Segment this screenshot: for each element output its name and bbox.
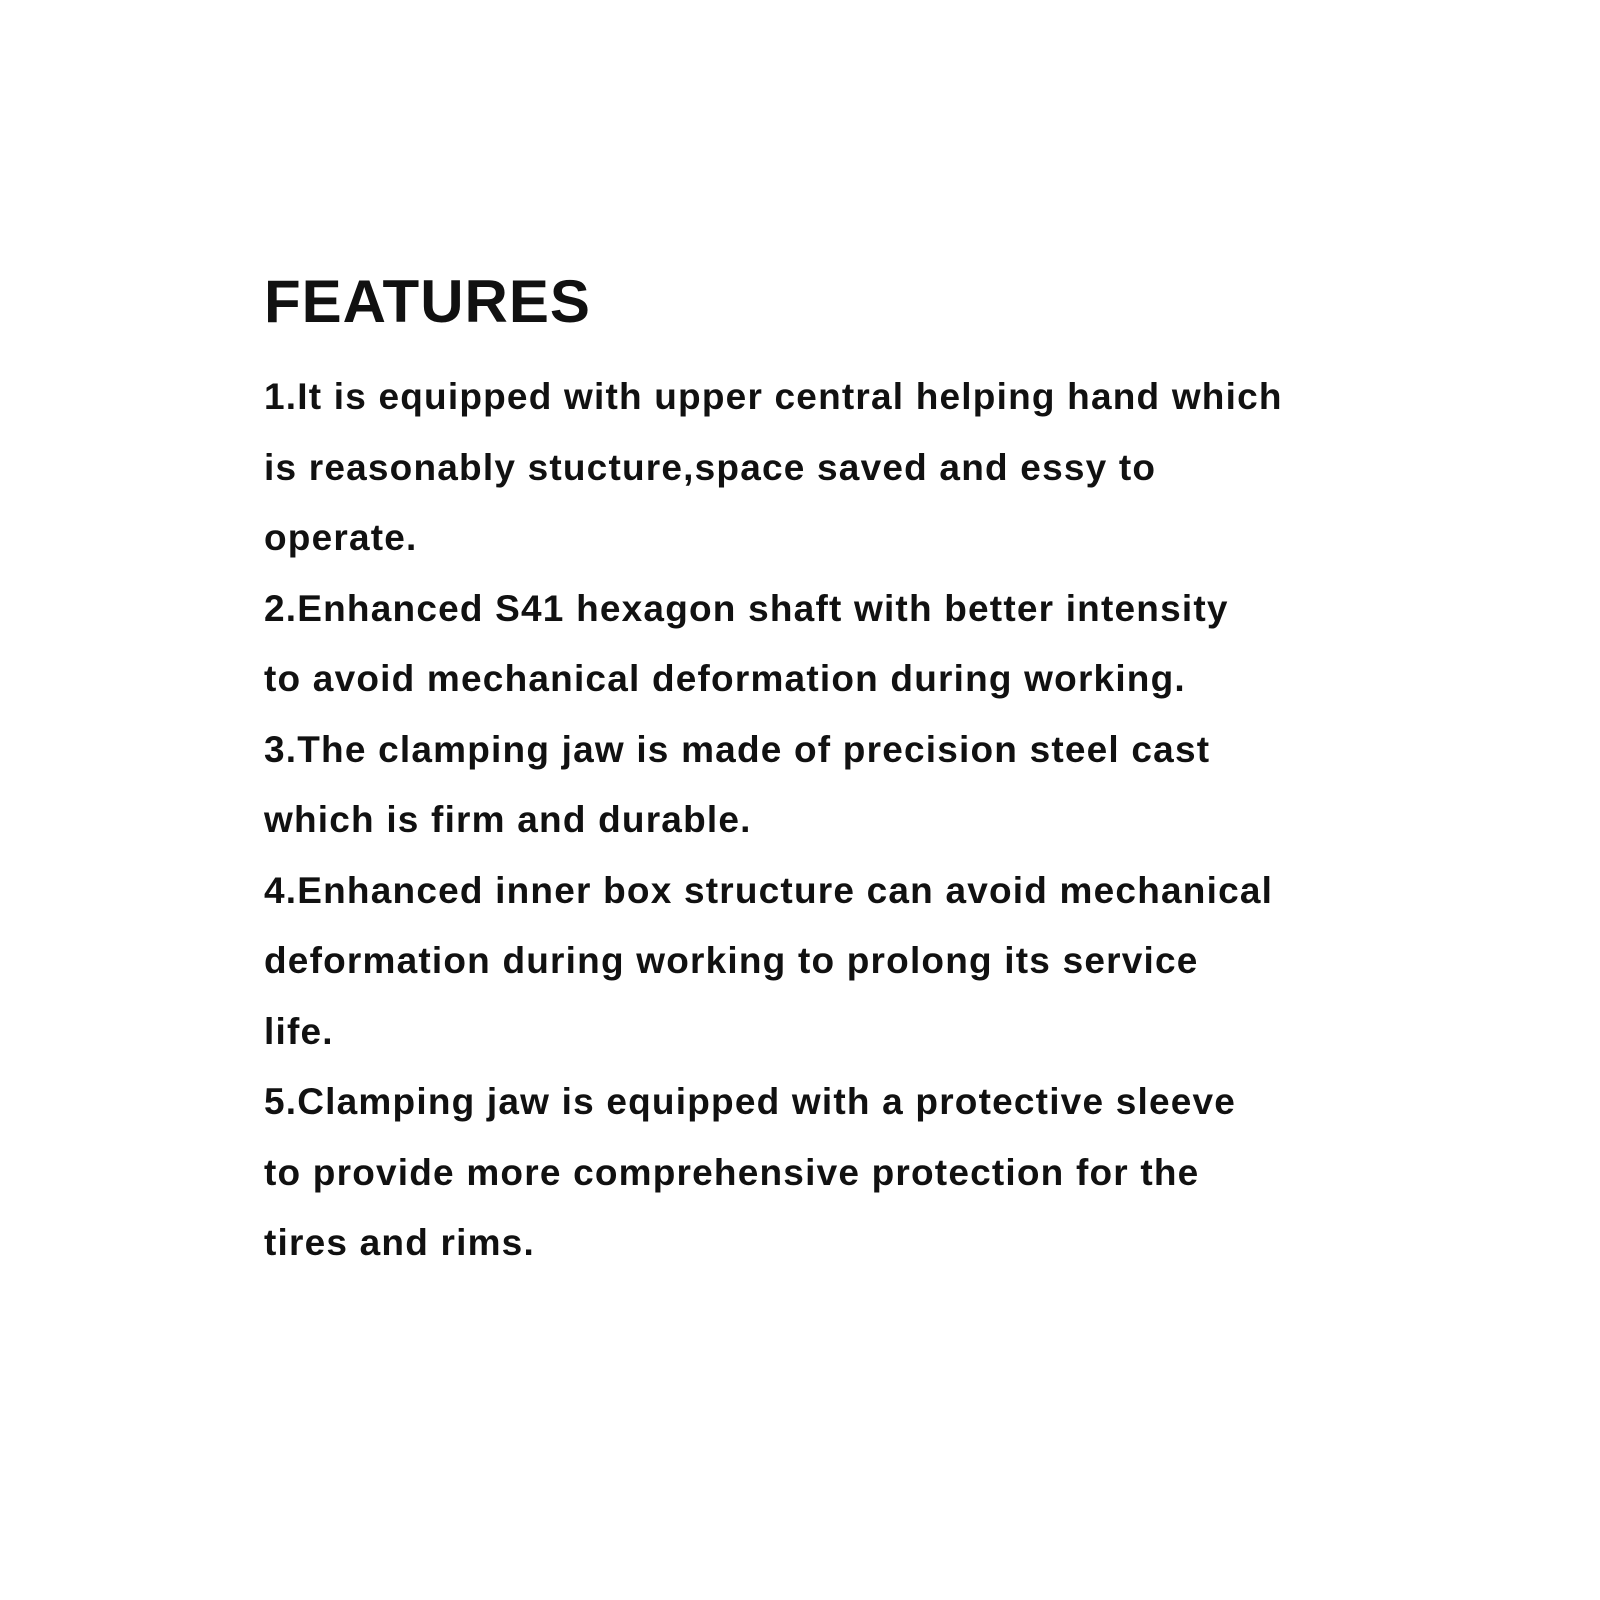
- features-title: FEATURES: [264, 268, 591, 335]
- feature-line: to provide more comprehensive protection for the: [264, 1151, 1200, 1193]
- features-section: [264, 268, 1364, 1279]
- feature-line: 1.It is equipped with upper central helping hand which: [264, 376, 1283, 417]
- feature-line: operate.: [264, 517, 418, 558]
- features-list: [264, 362, 1364, 1279]
- feature-line: to avoid mechanical deformation during working.: [264, 658, 1186, 699]
- feature-line: 5.Clamping jaw is equipped with a protective sleeve: [264, 1081, 1237, 1122]
- feature-line: life.: [264, 1010, 334, 1052]
- feature-line: deformation during working to prolong its service: [264, 940, 1199, 981]
- feature-line: 2.Enhanced S41 hexagon shaft with better intensity: [264, 587, 1229, 629]
- feature-line: which is firm and durable.: [264, 799, 752, 840]
- feature-line: is reasonably stucture,space saved and essy to: [264, 446, 1157, 488]
- feature-line: 4.Enhanced inner box structure can avoid mechanical: [264, 869, 1274, 911]
- feature-line: 3.The clamping jaw is made of precision steel cast: [264, 728, 1211, 770]
- feature-line: tires and rims.: [264, 1222, 535, 1263]
